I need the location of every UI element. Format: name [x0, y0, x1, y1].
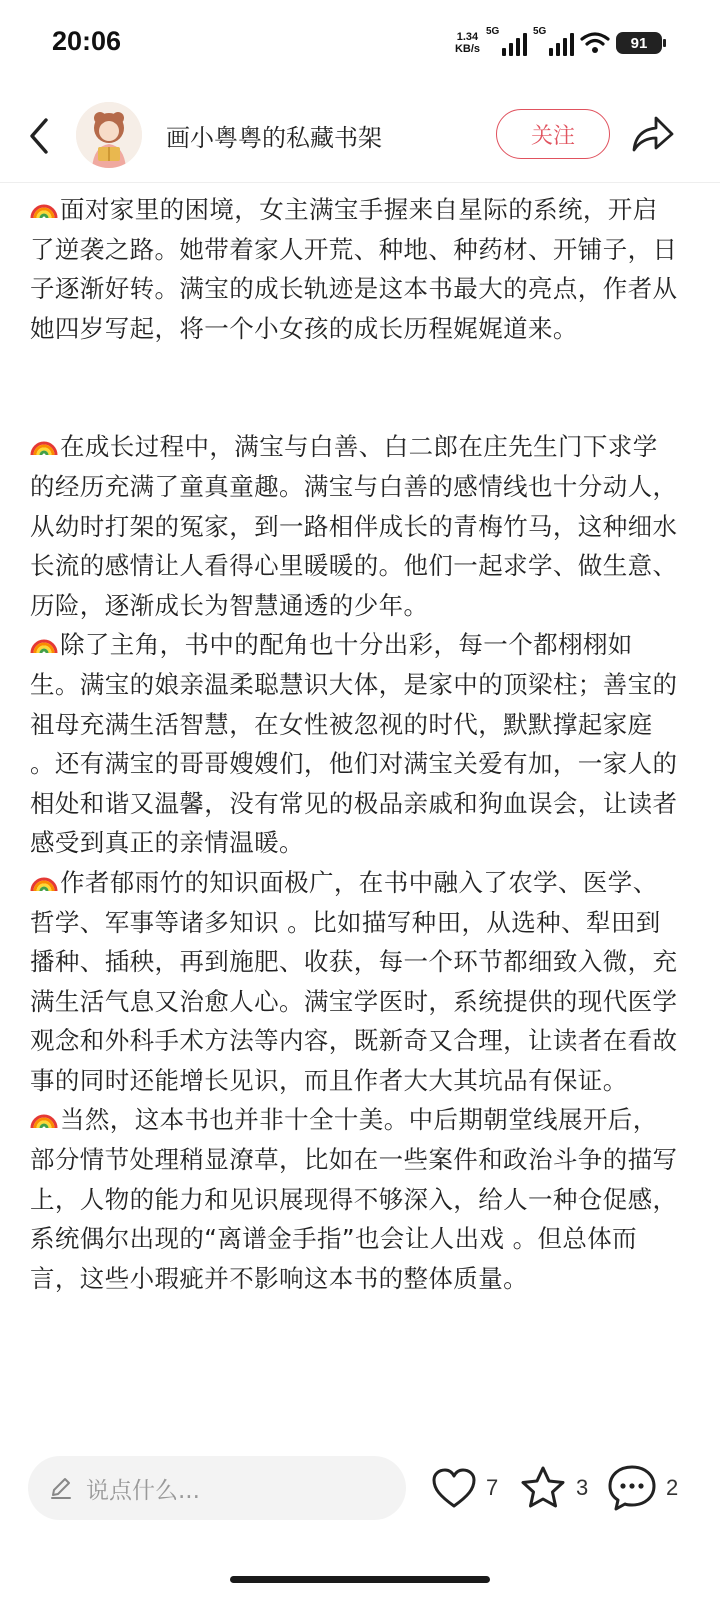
signal-icon-2 — [533, 26, 574, 56]
rainbow-icon — [30, 198, 58, 220]
comment-button[interactable] — [606, 1460, 678, 1516]
wifi-icon — [580, 31, 610, 55]
status-bar — [0, 0, 720, 92]
back-button[interactable] — [22, 114, 56, 158]
signal-type-label-2: 5G — [533, 26, 547, 37]
paragraph-2 — [30, 427, 680, 625]
post-content — [30, 190, 680, 1435]
avatar[interactable] — [76, 102, 142, 168]
network-speed — [455, 31, 480, 55]
post-header — [0, 92, 720, 183]
paragraph-1 — [30, 190, 680, 348]
like-count: 7 — [486, 1475, 499, 1500]
comment-count: 2 — [666, 1475, 679, 1500]
pencil-icon — [48, 1475, 74, 1501]
battery-level: 91 — [630, 34, 648, 52]
paragraph-3-text: 除了主角，书中的配角也十分出彩，每一个都栩栩如生。满宝的娘亲温柔聪慧识大体，是家中的顶梁柱；善宝的祖母充满生活智慧，在女性被忽视的时代，默默撑起家庭 。还有满宝的哥哥嫂嫂们，他们对满宝关爱有加，一家人的相处和谐又温馨，没有常见的极品亲戚和狗血误会，让读者感受到真正的亲情温暖。 — [30, 630, 678, 858]
account-name[interactable]: 画小粤粤的私藏书架 — [166, 124, 382, 152]
paragraph-3 — [30, 625, 680, 863]
share-button[interactable] — [628, 112, 676, 156]
signal-icon — [486, 26, 527, 56]
chevron-left-icon — [32, 120, 46, 152]
comment-placeholder: 说点什么... — [86, 1477, 200, 1504]
rainbow-icon — [30, 633, 58, 655]
paragraph-2-text: 在成长过程中，满宝与白善、白二郎在庄先生门下求学的经历充满了童真童趣。满宝与白善的感情线也十分动人，从幼时打架的冤家，到一路相伴成长的青梅竹马，这种细水长流的感情让人看得心里暖暖的。他们一起求学、做生意、历险，逐渐成长为智慧通透的少年。 — [30, 432, 678, 620]
paragraph-1-text: 面对家里的困境，女主满宝手握来自星际的系统，开启了逆袭之路。她带着家人开荒、种地、种药材、开铺子，日子逐渐好转。满宝的成长轨迹是这本书最大的亮点，作者从她四岁写起，将一个小女孩的成长历程娓娓道来。 — [30, 195, 678, 343]
follow-button[interactable]: 关注 — [496, 109, 610, 159]
paragraph-4-text: 作者郁雨竹的知识面极广，在书中融入了农学、医学、哲学、军事等诸多知识 。比如描写种田，从选种、犁田到播种、插秧，再到施肥、收获，每一个环节都细致入微，充满生活气息又治愈人心。满宝学医时，系统提供的现代医学观念和外科手术方法等内容，既新奇又合理，让读者在看故事的同时还能增长见识，而且作者大大其坑品有保证。 — [30, 867, 678, 1095]
rainbow-icon — [30, 871, 58, 893]
signal-type-label: 5G — [486, 26, 500, 37]
star-count: 3 — [576, 1475, 589, 1500]
heart-icon — [430, 1466, 478, 1510]
paragraph-5 — [30, 1100, 680, 1298]
home-indicator[interactable] — [230, 1576, 490, 1583]
paragraph-5-text: 当然，这本书也并非十全十美。中后期朝堂线展开后，部分情节处理稍显潦草，比如在一些案件和政治斗争的描写上，人物的能力和见识展现得不够深入，给人一种仓促感，系统偶尔出现的“离谱金手指”也会让人出戏 。但总体而言，这些小瑕疵并不影响这本书的整体质量。 — [30, 1105, 678, 1293]
paragraph-4 — [30, 863, 680, 1101]
favorite-button[interactable] — [518, 1460, 588, 1516]
comment-bubble-icon — [606, 1463, 658, 1513]
status-icons — [455, 26, 662, 60]
star-icon — [518, 1464, 568, 1512]
network-speed-value: 1.34 — [456, 31, 479, 43]
bottom-action-bar — [0, 1436, 720, 1600]
like-button[interactable] — [430, 1460, 498, 1516]
rainbow-icon — [30, 435, 58, 457]
status-time: 20:06 — [52, 26, 122, 56]
battery-icon — [616, 32, 662, 54]
comment-input[interactable] — [28, 1456, 406, 1520]
share-arrow-icon — [634, 118, 672, 150]
network-speed-unit: KB/s — [454, 43, 480, 55]
rainbow-icon — [30, 1108, 58, 1130]
